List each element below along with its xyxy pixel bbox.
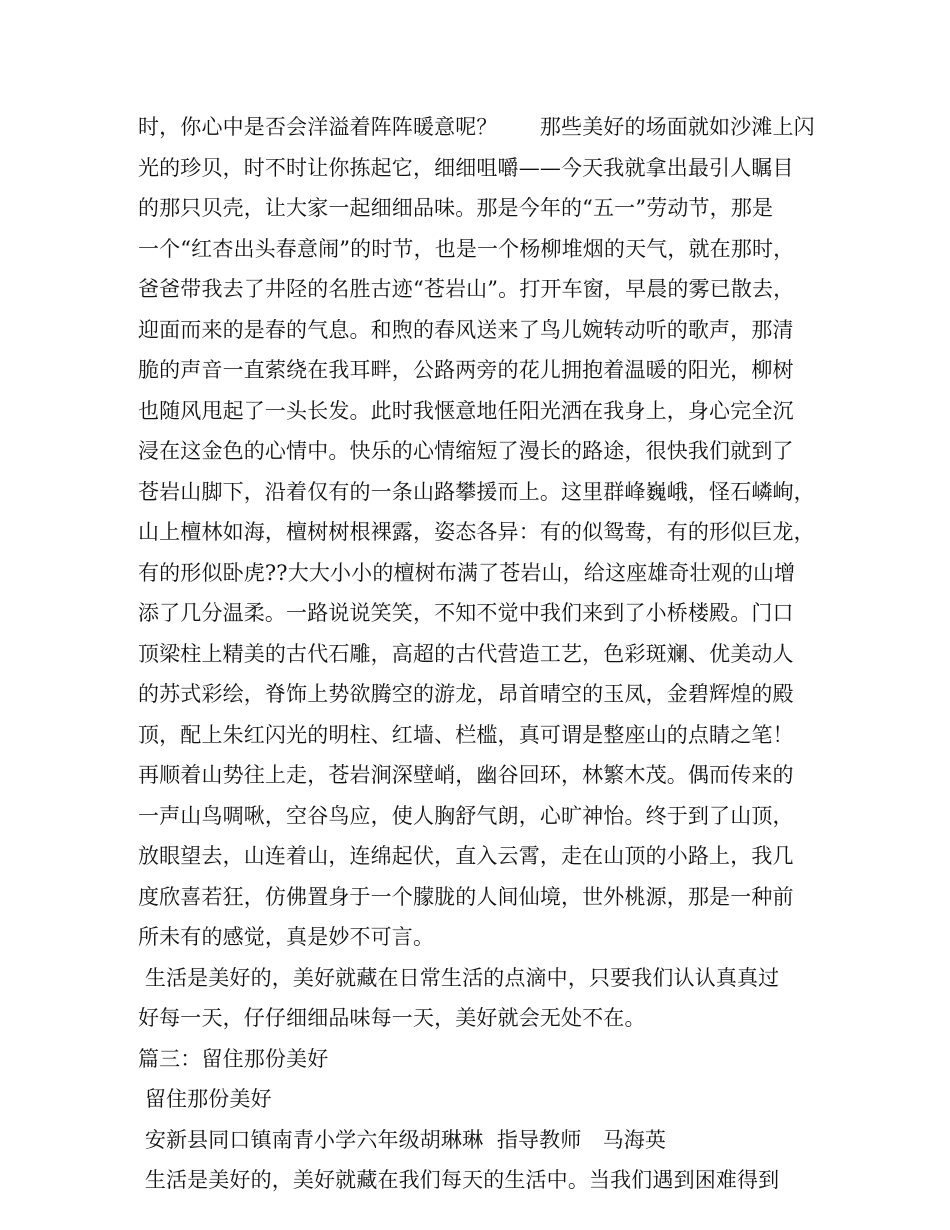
text-line: 的苏式彩绘，脊饰上势欲腾空的游龙，昂首晴空的玉凤，金碧辉煌的殿 (138, 682, 794, 706)
text-line: 生活是美好的，美好就藏在日常生活的点滴中，只要我们认认真真过 (138, 965, 780, 990)
text-line: 所未有的感觉，真是妙不可言。 (138, 925, 435, 949)
text-line: 时，你心中是否会洋溢着阵阵暖意呢？ 那些美好的场面就如沙滩上闪 (138, 115, 815, 139)
section-heading: 篇三：留住那份美好 (138, 1046, 329, 1071)
text-line: 浸在这金色的心情中。快乐的心情缩短了漫长的路途，很快我们就到了 (138, 439, 794, 463)
text-line: 度欣喜若狂，仿佛置身于一个朦胧的人间仙境，世外桃源，那是一种前 (138, 884, 794, 909)
text-line: 的那只贝壳，让大家一起细细品味。那是今年的“五一”劳动节，那是 (138, 196, 774, 220)
text-line: 添了几分温柔。一路说说笑笑，不知不觉中我们来到了小桥楼殿。门口 (138, 601, 794, 625)
text-line: 有的形似卧虎??大大小小的檀树布满了苍岩山，给这座雄奇壮观的山增 (138, 560, 796, 585)
text-line: 山上檀林如海，檀树树根裸露，姿态各异：有的似鸳鸯，有的形似巨龙， (138, 520, 815, 544)
text-line: 一声山鸟啁啾，空谷鸟应，使人胸舒气朗，心旷神怡。终于到了山顶， (138, 803, 794, 828)
text-line: 苍岩山脚下，沿着仅有的一条山路攀援而上。这里群峰巍峨，怪石嶙峋， (138, 479, 815, 504)
text-line: 一个“红杏出头春意闹”的时节，也是一个杨柳堆烟的天气，就在那时， (138, 236, 795, 261)
text-line: 迎面而来的是春的气息。和煦的春风送来了鸟儿婉转动听的歌声，那清 (138, 317, 794, 342)
document-body (138, 107, 818, 1201)
text-line: 爸爸带我去了井陉的名胜古迹“苍岩山”。打开车窗，早晨的雾已散去， (138, 277, 795, 301)
text-line: 脆的声音一直萦绕在我耳畔，公路两旁的花儿拥抱着温暖的阳光，柳树 (138, 358, 794, 382)
text-line: 顶梁柱上精美的古代石雕，高超的古代营造工艺，色彩斑斓、优美动人 (138, 641, 794, 666)
text-line: 再顺着山势往上走，苍岩涧深壁峭，幽谷回环，林繁木茂。偶而传来的 (138, 763, 794, 787)
text-line: 放眼望去，山连着山，连绵起伏，直入云霄，走在山顶的小路上，我几 (138, 844, 794, 868)
text-line: 光的珍贝，时不时让你拣起它，细细咀嚼——今天我就拿出最引人瞩目 (138, 155, 794, 180)
text-line: 生活是美好的，美好就藏在我们每天的生活中。当我们遇到困难得到 (138, 1168, 780, 1192)
author-line: 安新县同口镇南青小学六年级胡琳琳 指导教师 马海英 (138, 1127, 667, 1152)
text-line: 顶，配上朱红闪光的明柱、红墙、栏槛，真可谓是整座山的点睛之笔！ (138, 722, 794, 747)
text-line: 好每一天，仔仔细细品味每一天，美好就会无处不在。 (138, 1006, 646, 1030)
article-title: 留住那份美好 (138, 1087, 272, 1111)
text-line: 也随风甩起了一头长发。此时我惬意地任阳光洒在我身上，身心完全沉 (138, 398, 794, 423)
